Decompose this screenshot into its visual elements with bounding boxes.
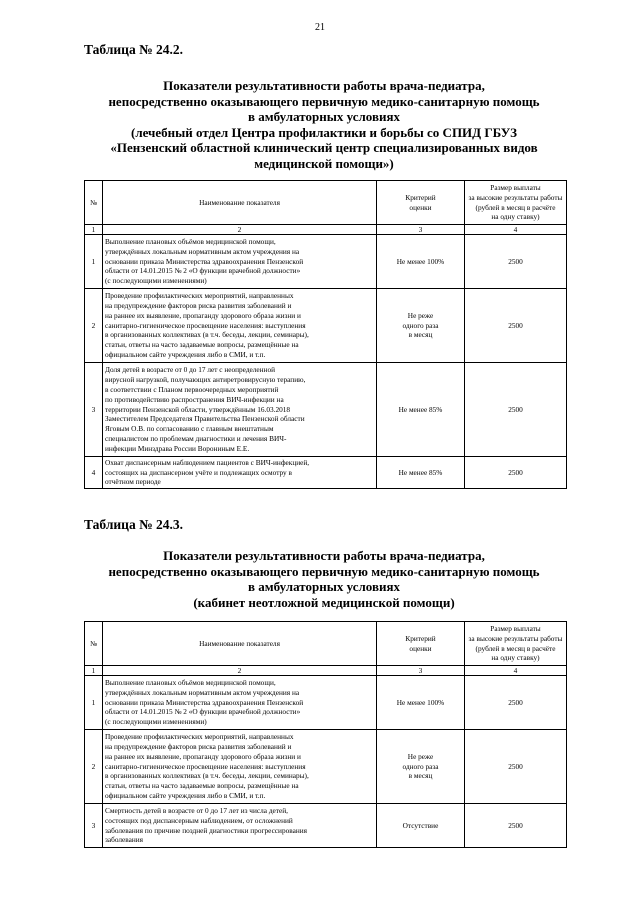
row-num: 2 [85,289,103,363]
heading-line: в амбулаторных условиях [248,579,400,595]
row-payment: 2500 [465,235,567,289]
table-row [85,363,567,457]
row-payment: 2500 [465,363,567,457]
row-criterion: Не реже одного раза в месяц [377,289,465,363]
indicators-table-24-3 [84,621,567,848]
row-name: Проведение профилактических мероприятий, направленных на предупреждение факторов риска развития заболеваний и на раннее их выявление, пропаганду здорового образа жизни и санитарно-гигиеническое просвещение населения: выступления в организованных коллективах (в т.ч. беседы, лекции, семинары), статьи, ответы на часто задаваемые вопросы, размещённые на официальном сайте учреждения либо в СМИ, и т.п. [103,730,377,804]
table-heading [84,78,564,172]
row-name: Доля детей в возрасте от 0 до 17 лет с неопределенной вирусной нагрузкой, получающих антиретровирусную терапию, в соответствии с Планом первоочередных мероприятий по противодействию распространения ВИЧ-инфекции на территории Пензенской области, утверждённым 16.03.2018 Заместителем Председателя Правительства Пензенской области Яговым О.В. по согласованию с главным внештатным специалистом по проблемам диагностики и лечения ВИЧ- инфекции Минздрава России Ворониным Е.Е. [103,363,377,457]
row-num: 4 [85,457,103,489]
column-number: 1 [85,666,103,676]
row-criterion: Не менее 100% [377,676,465,730]
heading-line: в амбулаторных условиях [248,109,400,125]
heading-line: Показатели результативности работы врача-педиатра, [163,548,485,563]
table-row [85,235,567,289]
row-num: 3 [85,363,103,457]
table-label: Таблица № 24.2. [84,42,184,57]
column-number: 1 [85,225,103,235]
row-payment: 2500 [465,730,567,804]
row-name: Смертность детей в возрасте от 0 до 17 лет из числа детей, состоящих под диспансерным наблюдением, от осложнений заболевания по причине поздней диагностики прогрессирования заболевания [103,804,377,848]
table-row [85,289,567,363]
row-name: Проведение профилактических мероприятий, направленных на предупреждение факторов риска развития заболеваний и на раннее их выявление, пропаганду здорового образа жизни и санитарно-гигиеническое просвещение населения: выступления в организованных коллективах (в т.ч. беседы, лекции, семинары), статьи, ответы на часто задаваемые вопросы, размещённые на официальном сайте учреждения либо в СМИ, и т.п. [103,289,377,363]
heading-line: (кабинет неотложной медицинской помощи) [193,594,455,610]
table-row [85,730,567,804]
row-criterion: Не менее 85% [377,363,465,457]
table-row [85,676,567,730]
header-num: № [85,622,103,666]
page-number: 21 [315,22,325,33]
table-row [85,804,567,848]
row-num: 1 [85,235,103,289]
row-name: Выполнение плановых объёмов медицинской помощи, утверждённых локальным нормативным актом учреждения на основании приказа Министерства здравоохранения Пензенской области от 14.01.2015 № 2 «О функции врачебной должности» (с последующими изменениями) [103,676,377,730]
column-number: 4 [465,225,567,235]
header-num: № [85,181,103,225]
heading-line: непосредственно оказывающего первичную медико-санитарную помощь [108,93,540,109]
column-numbers-row [85,225,567,235]
row-name: Охват диспансерным наблюдением пациентов с ВИЧ-инфекцией, состоящих на диспансерном учёте и подлежащих осмотру в отчётном периоде [103,457,377,489]
row-criterion: Не реже одного раза в месяц [377,730,465,804]
row-criterion: Не менее 100% [377,235,465,289]
header-row [85,622,567,666]
heading-line: непосредственно оказывающего первичную медико-санитарную помощь [108,563,540,579]
row-num: 3 [85,804,103,848]
heading-line: медицинской помощи») [254,155,394,171]
header-criterion: Критерий оценки [377,181,465,225]
column-number: 2 [103,666,377,676]
heading-line: «Пензенский областной клинический центр специализированных видов [110,140,538,156]
row-num: 1 [85,676,103,730]
header-payment: Размер выплаты за высокие результаты работы (рублей в месяц в расчёте на одну ставку) [465,181,567,225]
row-payment: 2500 [465,289,567,363]
column-number: 4 [465,666,567,676]
header-payment: Размер выплаты за высокие результаты работы (рублей в месяц в расчёте на одну ставку) [465,622,567,666]
column-number: 2 [103,225,377,235]
header-row [85,181,567,225]
heading-line: (лечебный отдел Центра профилактики и борьбы со СПИД ГБУЗ [130,124,517,140]
row-payment: 2500 [465,457,567,489]
row-criterion: Отсутствие [377,804,465,848]
table-row [85,457,567,489]
column-number: 3 [377,666,465,676]
header-name: Наименование показателя [103,181,377,225]
heading-line: Показатели результативности работы врача-педиатра, [163,78,485,93]
header-name: Наименование показателя [103,622,377,666]
column-numbers-row [85,666,567,676]
row-payment: 2500 [465,804,567,848]
row-num: 2 [85,730,103,804]
row-name: Выполнение плановых объёмов медицинской помощи, утверждённых локальным нормативным актом учреждения на основании приказа Министерства здравоохранения Пензенской области от 14.01.2015 № 2 «О функции врачебной должности» (с последующими изменениями) [103,235,377,289]
row-payment: 2500 [465,676,567,730]
table-heading [84,548,564,610]
row-criterion: Не менее 85% [377,457,465,489]
table-label: Таблица № 24.3. [84,517,184,532]
header-criterion: Критерий оценки [377,622,465,666]
column-number: 3 [377,225,465,235]
indicators-table-24-2 [84,180,567,489]
